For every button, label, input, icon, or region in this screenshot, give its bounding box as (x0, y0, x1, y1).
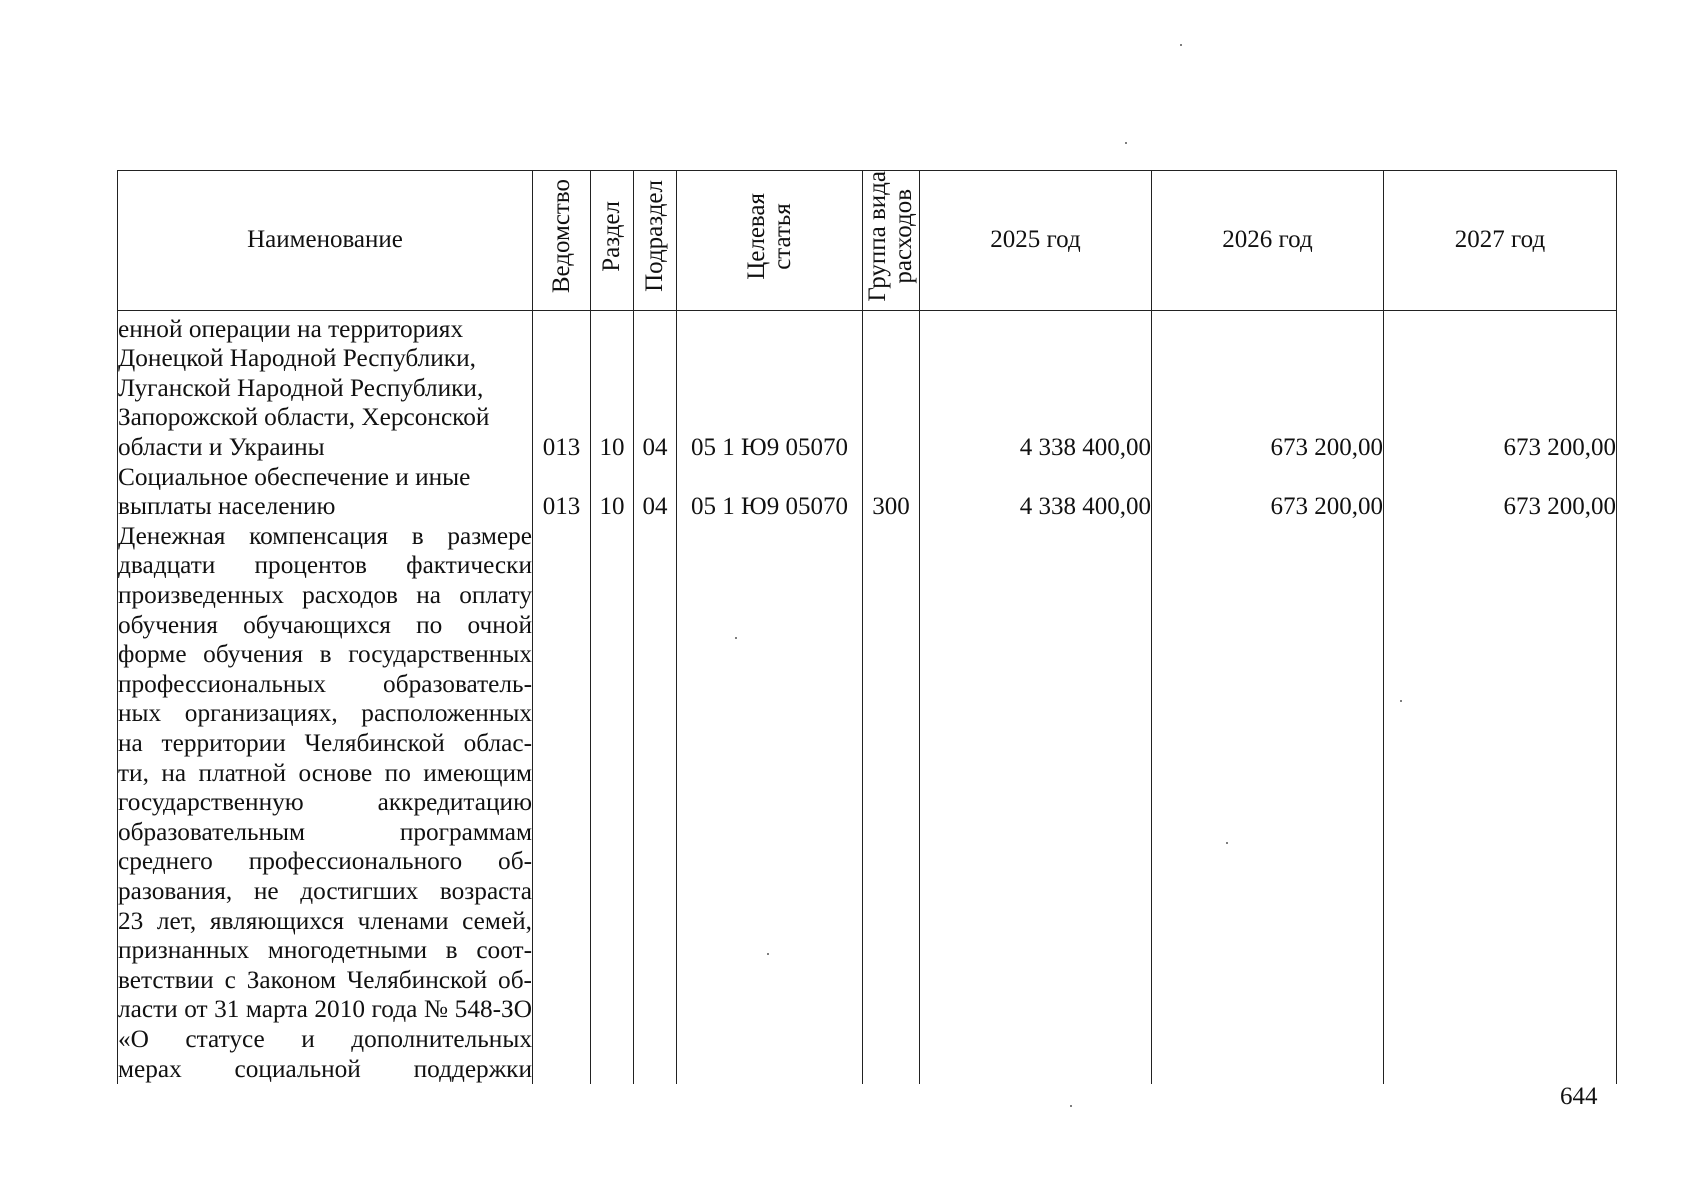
table-row (118, 310, 1617, 462)
row-subsection: 04 (634, 463, 677, 522)
row-group (863, 522, 920, 1084)
scan-speck (1400, 700, 1402, 702)
row-subsection: 04 (634, 310, 677, 462)
row-2025 (920, 522, 1152, 1084)
scan-speck (1180, 44, 1182, 46)
row-2025: 4 338 400,00 (920, 463, 1152, 522)
table-row (118, 463, 1617, 522)
row-section: 10 (591, 463, 634, 522)
row-2025: 4 338 400,00 (920, 310, 1152, 462)
header-group: Группа вида расходов (863, 171, 920, 311)
row-2026: 673 200,00 (1152, 463, 1384, 522)
scan-speck (767, 953, 769, 955)
row-2027: 673 200,00 (1384, 463, 1617, 522)
row-dept (533, 522, 591, 1084)
row-section: 10 (591, 310, 634, 462)
table-row (118, 522, 1617, 1084)
row-dept: 013 (533, 310, 591, 462)
row-name: Денежная компенсация в размере двадцати процентов фактически произведенных расходов на оплату обучения обучающихся по очной форме обучения в государственных профессиональных образователь- ных организациях, расположенных на территории Челябинской облас- ти, на платной основе по имеющим государственную аккредитацию образовательным программам среднего профессионального об- разования, не достигших возраста 23 лет, являющихся членами семей, признанных многодетными в соот- ветствии с Законом Челябинской об- ласти от 31 марта 2010 года № 548-ЗО «О статусе и дополнительных мерах социальной поддержки (118, 521, 532, 1083)
table-header-row (118, 171, 1617, 311)
scan-speck (1070, 1105, 1072, 1107)
row-group: 300 (863, 463, 920, 522)
header-section: Раздел (591, 171, 634, 311)
row-2026: 673 200,00 (1152, 310, 1384, 462)
page-number: 644 (1560, 1083, 1598, 1110)
row-2027 (1384, 522, 1617, 1084)
row-subsection (634, 522, 677, 1084)
header-target: Целевая статья (677, 171, 863, 311)
budget-table (117, 170, 1617, 1084)
row-target: 05 1 Ю9 05070 (677, 463, 863, 522)
row-section (591, 522, 634, 1084)
header-subsection: Подраздел (634, 171, 677, 311)
header-2027: 2027 год (1384, 171, 1617, 311)
row-2026 (1152, 522, 1384, 1084)
header-name: Наименование (118, 171, 533, 311)
row-target (677, 522, 863, 1084)
header-dept: Ведомство (533, 171, 591, 311)
row-name: Социальное обеспечение и иные выплаты населению (118, 463, 533, 522)
header-2026: 2026 год (1152, 171, 1384, 311)
scan-speck (1226, 842, 1228, 844)
scan-speck (1125, 142, 1127, 144)
row-dept: 013 (533, 463, 591, 522)
scan-speck (735, 637, 737, 639)
row-2027: 673 200,00 (1384, 310, 1617, 462)
row-target: 05 1 Ю9 05070 (677, 310, 863, 462)
header-2025: 2025 год (920, 171, 1152, 311)
row-name: енной операции на территориях Донецкой Народной Республики, Луганской Народной Республики, Запорожской области, Херсонской области и Украины (118, 310, 533, 462)
row-group (863, 310, 920, 462)
